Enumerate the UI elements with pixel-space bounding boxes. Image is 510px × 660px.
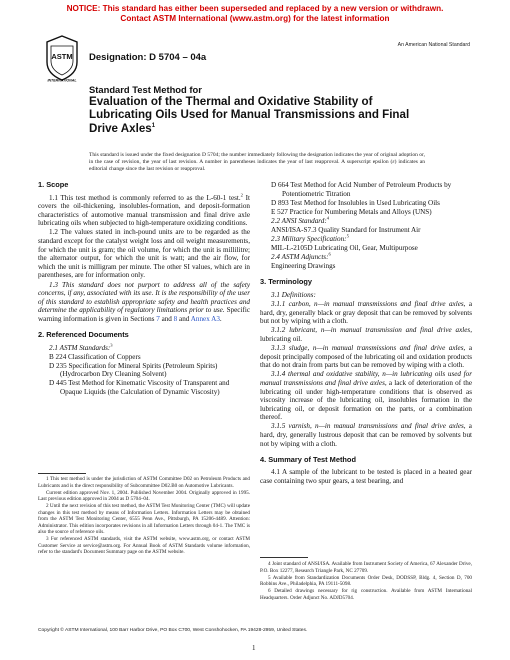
terminology-heading: 3. Terminology [260,277,313,287]
notice-line-2: Contact ASTM International (www.astm.org) for the latest information [120,14,390,23]
reference-item: B 224 Classification of Coppers [49,352,141,361]
s1-1-text-a: 1.1 This test method is commonly referred to as the L-60-1 test. [49,193,241,202]
footnotes-right [260,561,472,602]
definition-lubricant [260,326,472,343]
logo-text: ASTM [51,52,73,61]
term-varnish: 3.1.5 varnish, n—in manual transmissions and final drive axles, [271,422,466,431]
left-column [38,181,250,397]
footnote-3: 3 For referenced ASTM standards, visit the ASTM website, www.astm.org, or contact ASTM Customer Service at service@astm.org. For Annual Book of ASTM Standards volume information, refer to the standard's Document Summary page on the ASTM website. [38,536,250,556]
def-stability: a lack of deterioration of the lubricating oil under high-temperature conditions that is observed as viscosity increase of the lubricating oil, insolubles formation in the lubricating oil, or deposit formation on the parts, or a combination thereof. [260,378,472,422]
section-1-2: 1.2 The values stated in inch-pound units are to be regarded as the standard except for the catalyst weight loss and oil weight measurements, for which the unit is gram; the oil volume, for which the unit is millilitre; the alternator output, for which the unit is watt; and the air flow, for which the unit is milligram per minute. The other SI values, which are in parentheses, are for information only. [38,228,250,280]
footnote-1: 1 This test method is under the jurisdiction of ASTM Committee D02 on Petroleum Products and Lubricants and is the direct responsibility of Subcommittee D02.B0 on Automotive Lubricants. [38,476,250,489]
footnote-mark-4: 4 [326,215,330,221]
scope-heading: 1. Scope [38,180,69,189]
footnote-mark-5: 5 [346,233,349,239]
footnote-2: 2 Until the next revision of this test method, the ASTM Test Monitoring Center (TMC) will update changes in this test method by means of Information Letters. Information Letters may be obtained from the ASTM Test Monitoring Center, 6555 Penn Ave., Pittsburgh, PA 15206-4489. Attention: Administrator. This edition incorporates revisions in all Information Letters through 04-1. The TMC is also the source of reference oils. [38,503,250,536]
definition-varnish [260,422,472,448]
mil-item: MIL-L-2105D Lubricating Oil, Gear, Multipurpose [271,244,418,253]
footnote-1-edition: Current edition approved Nov. 1, 2004. Published November 2004. Originally approved in 1995. Last previous edition approved in 2004 as D 5704–04. [38,489,250,503]
section-8-link[interactable]: 8 [173,314,178,323]
title-line-3-text: Drive Axles [89,121,152,135]
term-carbon: 3.1.1 carbon, n—in manual transmissions and final drive axles, [271,300,466,309]
def-sludge: a deposit principally composed of the lubricating oil and oxidation products that do not drain from parts but can be removed by wiping with a cloth. [260,344,472,370]
title-block [89,84,429,135]
s1-3-italic: 1.3 This standard does not purport to address all of the safety concerns, if any, associated with its use. It is the responsibility of the user of this standard to establish appropriate safety and health practices and determine the applicability of regulatory limitations prior to use. [38,280,250,315]
definition-stability [260,370,472,422]
s3-1-label: 3.1 Definitions: [271,291,316,300]
s1-3-and-2: and [177,314,191,323]
s1-1-text-b: It covers the oil-thickening, insolubles-formation, and deposit-formation characteristics of automotive manual transmission and final drive axle lubricating oils when subjected to high-temperature oxidizing conditions. [38,193,250,228]
s1-3-end: . [219,314,222,323]
definition-sludge [260,344,472,370]
page-title [89,95,429,135]
footnote-mark-2: 2 [240,192,243,198]
def-carbon: a hard, dry, generally black or gray deposit that can be removed by solvents but not by wiping with a cloth. [260,300,472,326]
designation: Designation: D 5704 – 04a [89,52,207,63]
section-2-1 [49,344,250,353]
reference-item: D 893 Test Method for Insolubles in Used Lubricating Oils [271,198,440,207]
reference-item: D 445 Test Method for Kinematic Viscosity of Transparent and Opaque Liquids (the Calculation of Dynamic Viscosity) [49,379,230,397]
footnote-6: 6 Detailed drawings necessary for rig construction. Available from ASTM International Headquarters. Order Adjunct No. ADJD5704. [260,588,472,601]
s2-3-label: 2.3 Military Specification: [271,235,347,244]
footnote-5: 5 Available from Standardization Documents Order Desk, DODSSP, Bldg. 4, Section D, 700 Robbins Ave., Philadelphia, PA 19111-5098. [260,574,472,588]
summary-heading: 4. Summary of Test Method [260,454,356,464]
footnote-rule-right [260,557,308,558]
title-footnote-mark: 1 [151,122,156,129]
s1-3-and: and [159,314,174,323]
footnotes-left [38,476,250,556]
s2-1-label: 2.1 ASTM Standards: [49,343,111,352]
section-2-2 [271,217,472,226]
page-number: 1 [252,644,256,652]
title-line-2: Lubricating Oils Used for Manual Transmissions and Final [89,108,410,122]
notice-line-1: NOTICE: This standard has either been superseded and replaced by a new version or withdrawn. [66,4,444,13]
def-lubricant: lubricating oil. [260,335,303,343]
term-lubricant: 3.1.2 lubricant, n—in manual transmission and final drive axles, [271,326,472,335]
supersession-notice [0,4,510,24]
copyright: Copyright © ASTM International, 100 Barr Harbor Drive, PO Box C700, West Conshohocken, PA 19428-2959, United States. [38,628,308,633]
footnote-mark-6: 6 [328,251,331,257]
right-column [260,181,472,486]
section-7-link[interactable]: 7 [156,314,160,323]
issue-note: This standard is issued under the fixed designation D 5704; the number immediately following the designation indicates the year of original adoption or, in the case of revision, the year of last revision. A number in parentheses indicates the year of last reapproval. A superscript epsilon (ε) indicates an editorial change since the last revision or reapproval. [89,152,425,172]
reference-item: D 235 Specification for Mineral Spirits (Petroleum Spirits) (Hydrocarbon Dry Cleaning Solvent) [49,361,218,379]
standard-test-label: Standard Test Method for [89,84,202,95]
definition-carbon [260,300,472,326]
term-stability: 3.1.4 thermal and oxidative stability, n—in lubricating oils used for manual transmissions and final drive axles, [260,370,472,387]
title-line-1: Evaluation of the Thermal and Oxidative Stability of [89,95,373,108]
reference-item: D 664 Test Method for Acid Number of Petroleum Products by Potentiometric Titration [271,181,452,198]
s2-2-label: 2.2 ANSI Standard: [271,216,327,225]
section-1-1 [38,194,250,228]
footnote-mark-3: 3 [110,342,113,348]
adjunct-item: Engineering Drawings [271,262,336,271]
astm-logo-icon [42,34,82,82]
section-3-1 [271,291,472,300]
logo-caption: INTERNATIONAL [47,78,77,82]
referenced-documents-heading: 2. Referenced Documents [38,330,129,339]
title-line-3 [89,122,429,135]
reference-item: E 527 Practice for Numbering Metals and Alloys (UNS) [271,207,432,216]
footnote-rule-left [38,473,86,474]
ansi-item: ANSI/ISA-S7.3 Quality Standard for Instrument Air [271,225,421,234]
section-2-4 [271,253,472,262]
def-varnish: a hard, dry, generally lustrous deposit that can be removed by solvents but not by wiping with a cloth. [260,422,472,448]
s1-3-tail: Specific warning information is given in Sections [38,306,250,323]
national-standard-label: An American National Standard [397,42,470,48]
section-2-3 [271,235,472,244]
s2-4-label: 2.4 ASTM Adjuncts: [271,253,329,262]
term-sludge: 3.1.3 sludge, n—in manual transmissions and final drive axles, [271,344,466,353]
annex-a3-link[interactable]: Annex A3 [190,314,220,323]
section-4-1: 4.1 A sample of the lubricant to be tested is placed in a heated gear case containing two spur gears, a test bearing, and [260,468,472,485]
footnote-4: 4 Joint standard of ANSI/ISA. Available from Instrument Society of America, 67 Alexander Drive, P.O. Box 12277, Research Triangle Park, NC 27709. [260,561,472,574]
section-1-3 [38,281,250,324]
